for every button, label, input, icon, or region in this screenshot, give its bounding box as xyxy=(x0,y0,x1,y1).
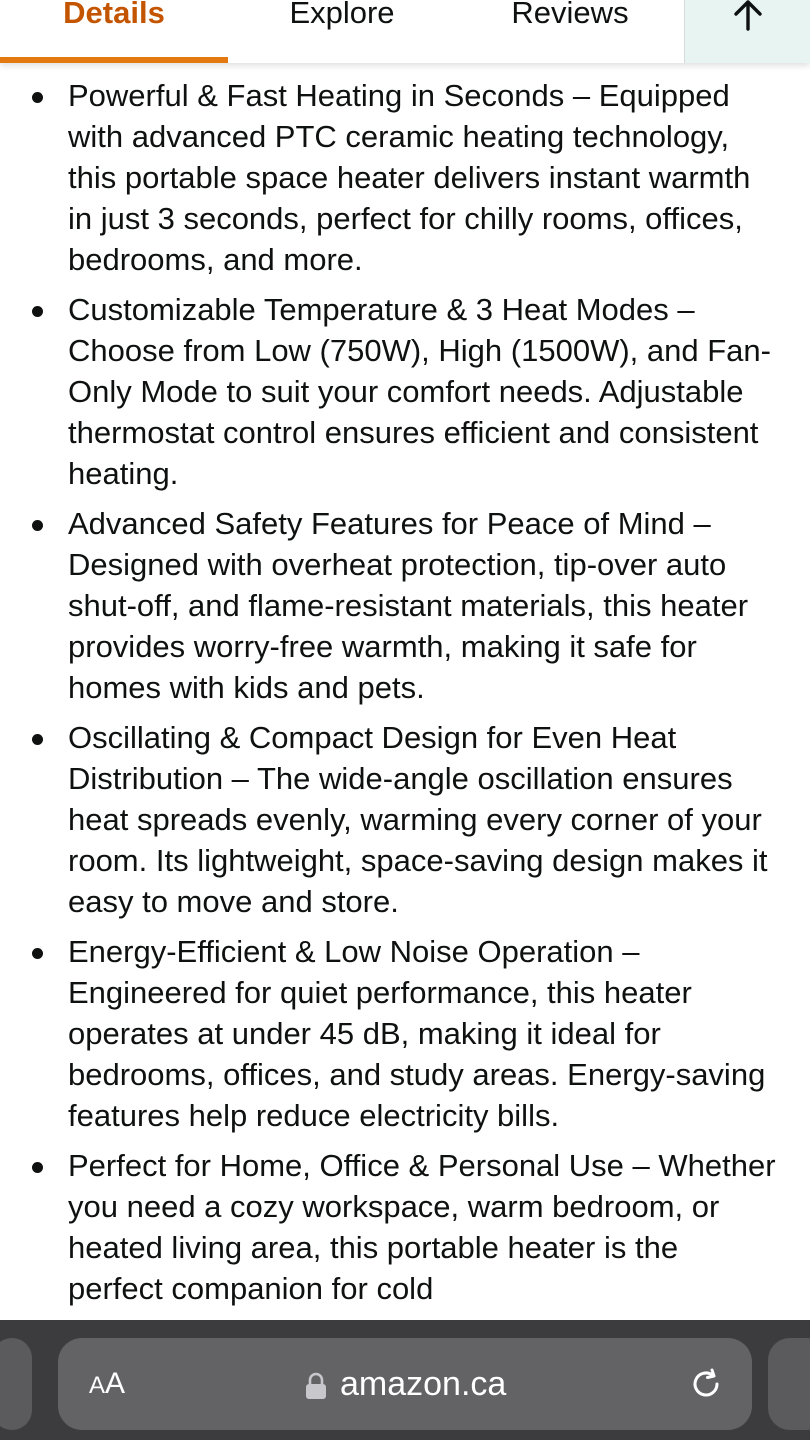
active-tab-underline xyxy=(0,57,228,63)
feature-bullet xyxy=(0,289,810,494)
bullet-dot xyxy=(32,1162,43,1173)
url-text: amazon.ca xyxy=(340,1365,507,1403)
feature-bullet-text: Customizable Temperature & 3 Heat Modes – Choose from Low (750W), High (1500W), and Fan-Only Mode to suit your comfort needs. Adjustable thermostat control ensures efficient and consistent heating. xyxy=(68,292,771,491)
address-bar[interactable] xyxy=(58,1338,752,1430)
previous-tab-preview[interactable] xyxy=(0,1338,32,1430)
bullet-dot xyxy=(32,92,43,103)
tab-explore-label: Explore xyxy=(289,0,395,30)
tab-reviews[interactable] xyxy=(456,0,684,63)
product-details-content xyxy=(0,63,810,1320)
feature-bullet xyxy=(0,503,810,708)
bullet-dot xyxy=(32,948,43,959)
feature-bullet-list xyxy=(0,75,810,1318)
feature-bullet-text: Powerful & Fast Heating in Seconds – Equipped with advanced PTC ceramic heating technology, this portable space heater delivers instant warmth in just 3 seconds, perfect for chilly rooms, offices, bedrooms, and more. xyxy=(68,78,751,277)
feature-bullet-text: Advanced Safety Features for Peace of Mind – Designed with overheat protection, tip-over auto shut-off, and flame-resistant materials, this heater provides worry-free warmth, making it safe for homes with kids and pets. xyxy=(68,506,749,705)
bullet-dot xyxy=(32,306,43,317)
feature-bullet-text: Energy-Efficient & Low Noise Operation – Engineered for quiet performance, this heater operates at under 45 dB, making it ideal for bedrooms, offices, and study areas. Energy-saving features help reduce electricity bills. xyxy=(68,934,766,1133)
text-size-small-a: A xyxy=(89,1372,106,1399)
feature-bullet xyxy=(0,717,810,922)
tab-explore[interactable] xyxy=(228,0,456,63)
feature-bullet xyxy=(0,75,810,280)
lock-icon xyxy=(305,1372,327,1400)
next-tab-preview[interactable] xyxy=(768,1338,810,1430)
reload-icon[interactable] xyxy=(688,1366,724,1402)
section-tab-bar xyxy=(0,0,810,63)
tab-details-label: Details xyxy=(63,0,165,30)
feature-bullet xyxy=(0,931,810,1136)
back-to-top-button[interactable] xyxy=(684,0,810,63)
feature-bullet-text: Oscillating & Compact Design for Even Heat Distribution – The wide-angle oscillation ensures heat spreads evenly, warming every corner of your room. Its lightweight, space-saving design makes it easy to move and store. xyxy=(68,720,768,919)
tab-details[interactable] xyxy=(0,0,228,63)
text-size-large-a: A xyxy=(105,1367,126,1400)
arrow-up-icon xyxy=(731,0,765,32)
bullet-dot xyxy=(32,734,43,745)
bullet-dot xyxy=(32,520,43,531)
text-size-button[interactable] xyxy=(89,1366,125,1404)
tab-reviews-label: Reviews xyxy=(511,0,629,30)
feature-bullet-text: Perfect for Home, Office & Personal Use – Whether you need a cozy workspace, warm bedroom, or heated living area, this portable heater is the perfect companion for cold xyxy=(68,1148,776,1306)
feature-bullet xyxy=(0,1145,810,1309)
browser-bottom-bar xyxy=(0,1320,810,1440)
